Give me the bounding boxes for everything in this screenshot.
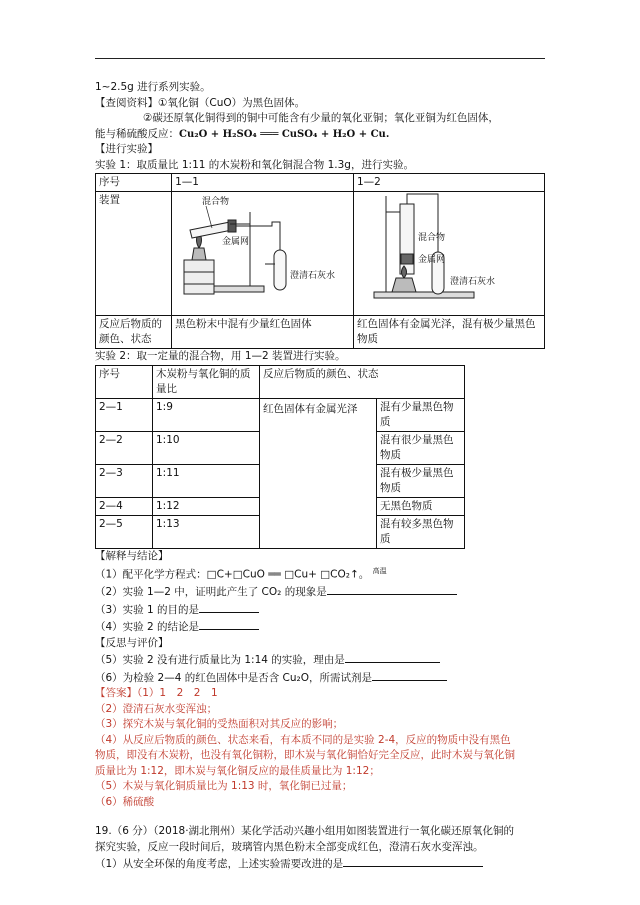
result-label: 反应后物质的颜色、状态 bbox=[96, 316, 172, 349]
device-label: 装置 bbox=[96, 192, 172, 316]
label-mixture: 混合物 bbox=[202, 197, 230, 207]
answer-1: （1）1 2 2 1 bbox=[137, 687, 218, 699]
reference-item-1: ①氧化铜（CuO）为黑色固体。 bbox=[158, 96, 306, 109]
row-ratio: 1:9 bbox=[153, 398, 260, 431]
row-seq: 2—5 bbox=[96, 515, 153, 548]
row-result: 混有极少量黑色物质 bbox=[377, 464, 465, 497]
experiment-label: 【进行实验】 bbox=[95, 143, 158, 155]
reference-item-2: ②碳还原氧化铜得到的铜中可能含有少量的氧化亚铜；氧化亚铜为红色固体， bbox=[143, 112, 499, 124]
row-result: 混有很少量黑色物质 bbox=[377, 431, 465, 464]
question-19-line-2: 探究实验，反应一段时间后，玻璃管内黑色粉末全部变成红色，澄清石灰水变浑浊。 bbox=[95, 840, 484, 853]
row-seq: 2—1 bbox=[96, 398, 153, 431]
answer-4-line-1: （4）从反应后物质的颜色、状态来看，有本质不同的是实验 2-4，反应的物质中没有黑色 bbox=[95, 733, 511, 746]
row-ratio: 1:10 bbox=[153, 431, 260, 464]
answer-label: 【答案】 bbox=[95, 687, 137, 699]
table-row bbox=[96, 398, 465, 431]
question-1 bbox=[95, 564, 550, 583]
intro-line: 1~2.5g 进行系列实验。 bbox=[95, 81, 211, 93]
row-result: 无黑色物质 bbox=[377, 497, 465, 515]
reflect-label: 【反思与评价】 bbox=[95, 636, 169, 649]
header-rule bbox=[95, 58, 545, 59]
question-6 bbox=[95, 669, 550, 687]
label-mesh: 金属网 bbox=[418, 255, 446, 265]
document-body bbox=[95, 80, 550, 873]
result-1-1: 黑色粉末中混有少量红色固体 bbox=[172, 316, 354, 349]
reference-label: 【查阅资料】 bbox=[95, 96, 158, 109]
apparatus-1-2-figure bbox=[354, 192, 544, 310]
cu2o-equation: Cu₂O + H₂SO₄ ═══ CuSO₄ + H₂O + Cu. bbox=[179, 128, 390, 140]
flame bbox=[402, 266, 407, 278]
explain-label: 【解释与结论】 bbox=[95, 549, 169, 562]
reference-item-3: 能与稀硫酸反应： bbox=[95, 127, 179, 140]
question-19-line-3 bbox=[95, 855, 550, 873]
answer-blank[interactable] bbox=[199, 601, 259, 613]
experiment-2-table bbox=[95, 365, 465, 549]
question-1-text: （1）配平化学方程式：□C+□CuO ══ □Cu+ □CO₂↑。 bbox=[95, 568, 370, 581]
reference-line-1 bbox=[95, 96, 550, 112]
answer-blank[interactable] bbox=[372, 669, 447, 681]
label-limewater: 澄清石灰水 bbox=[290, 271, 336, 281]
row-seq: 2—2 bbox=[96, 431, 153, 464]
answer-blank[interactable] bbox=[345, 651, 440, 663]
label-mixture: 混合物 bbox=[418, 233, 446, 243]
answer-6: （6）稀硫酸 bbox=[95, 795, 155, 808]
answer-blank[interactable] bbox=[327, 583, 457, 595]
header-ratio: 木炭粉与氧化铜的质量比 bbox=[153, 365, 260, 398]
limewater-tube bbox=[274, 250, 286, 290]
experiment-1-table bbox=[95, 173, 545, 349]
stopper bbox=[228, 220, 236, 232]
answer-4-line-3: 质量比为 1:12，即木炭与氧化铜反应的最佳质量比为 1:12； bbox=[95, 764, 380, 777]
header-col-1: 1—1 bbox=[172, 174, 354, 192]
row-ratio: 1:11 bbox=[153, 464, 260, 497]
stand-base bbox=[374, 292, 474, 298]
label-mesh: 金属网 bbox=[222, 237, 250, 247]
question-4 bbox=[95, 618, 550, 636]
result-1-2: 红色固体有金属光泽，混有极少量黑色物质 bbox=[354, 316, 545, 349]
header-col-2: 1—2 bbox=[354, 174, 545, 192]
answer-line-1 bbox=[95, 686, 550, 702]
row-ratio: 1:12 bbox=[153, 497, 260, 515]
table-row bbox=[96, 316, 545, 349]
answer-blank[interactable] bbox=[343, 855, 483, 867]
row-result: 混有少量黑色物质 bbox=[377, 398, 465, 431]
row-seq: 2—3 bbox=[96, 464, 153, 497]
question-3 bbox=[95, 601, 550, 619]
row-seq: 2—4 bbox=[96, 497, 153, 515]
header-seq: 序号 bbox=[96, 365, 153, 398]
delivery-tube bbox=[236, 222, 280, 284]
table-row bbox=[96, 174, 545, 192]
row-ratio: 1:13 bbox=[153, 515, 260, 548]
question-19-text: （1）从安全环保的角度考虑，上述实验需要改进的是 bbox=[95, 858, 344, 870]
experiment-1-desc: 实验 1：取质量比 1:11 的木炭粉和氧化铜混合物 1.3g，进行实验。 bbox=[95, 158, 414, 171]
table-row bbox=[96, 192, 545, 316]
question-2-text: （2）实验 1—2 中，证明此产生了 CO₂ 的现象是 bbox=[95, 586, 327, 598]
common-result: 红色固体有金属光泽 bbox=[260, 398, 377, 548]
question-5 bbox=[95, 651, 550, 669]
question-2 bbox=[95, 583, 550, 601]
question-3-text: （3）实验 1 的目的是 bbox=[95, 603, 200, 616]
apparatus-1-1-figure bbox=[172, 192, 352, 310]
reference-line-3 bbox=[95, 127, 550, 143]
alcohol-lamp bbox=[192, 248, 206, 260]
question-19-line-1: 19.（6 分）（2018·湖北荆州）某化学活动兴趣小组用如图装置进行一氧化碳还原氧化铜的 bbox=[95, 825, 515, 837]
q1-condition: 高温 bbox=[372, 567, 387, 575]
answer-3: （3）探究木炭与氧化铜的受热面积对其反应的影响； bbox=[95, 718, 344, 730]
apparatus-1-2 bbox=[354, 192, 545, 316]
alcohol-lamp bbox=[392, 278, 416, 292]
question-5-text: （5）实验 2 没有进行质量比为 1:14 的实验，理由是 bbox=[95, 654, 345, 666]
row-result: 混有较多黑色物质 bbox=[377, 515, 465, 548]
mixture-sample bbox=[401, 254, 413, 264]
header-result: 反应后物质的颜色、状态 bbox=[260, 365, 465, 398]
experiment-2-desc: 实验 2：取一定量的混合物，用 1—2 装置进行实验。 bbox=[95, 350, 346, 362]
header-seq: 序号 bbox=[96, 174, 172, 192]
question-6-text: （6）为检验 2—4 的红色固体中是否含 Cu₂O，所需试剂是 bbox=[95, 671, 373, 684]
wood-block bbox=[184, 260, 214, 294]
answer-blank[interactable] bbox=[199, 618, 259, 630]
apparatus-1-1 bbox=[172, 192, 354, 316]
question-4-text: （4）实验 2 的结论是 bbox=[95, 621, 200, 633]
answer-4-line-2: 物质，即没有木炭粉，也没有氧化铜粉，即木炭与氧化铜恰好完全反应，此时木炭与氧化铜 bbox=[95, 749, 515, 761]
answer-5: （5）木炭与氧化铜质量比为 1:13 时，氧化铜已过量； bbox=[95, 780, 353, 792]
label-limewater: 澄清石灰水 bbox=[450, 277, 496, 287]
table-row bbox=[96, 365, 465, 398]
answer-2: （2）澄清石灰水变浑浊； bbox=[95, 702, 218, 715]
